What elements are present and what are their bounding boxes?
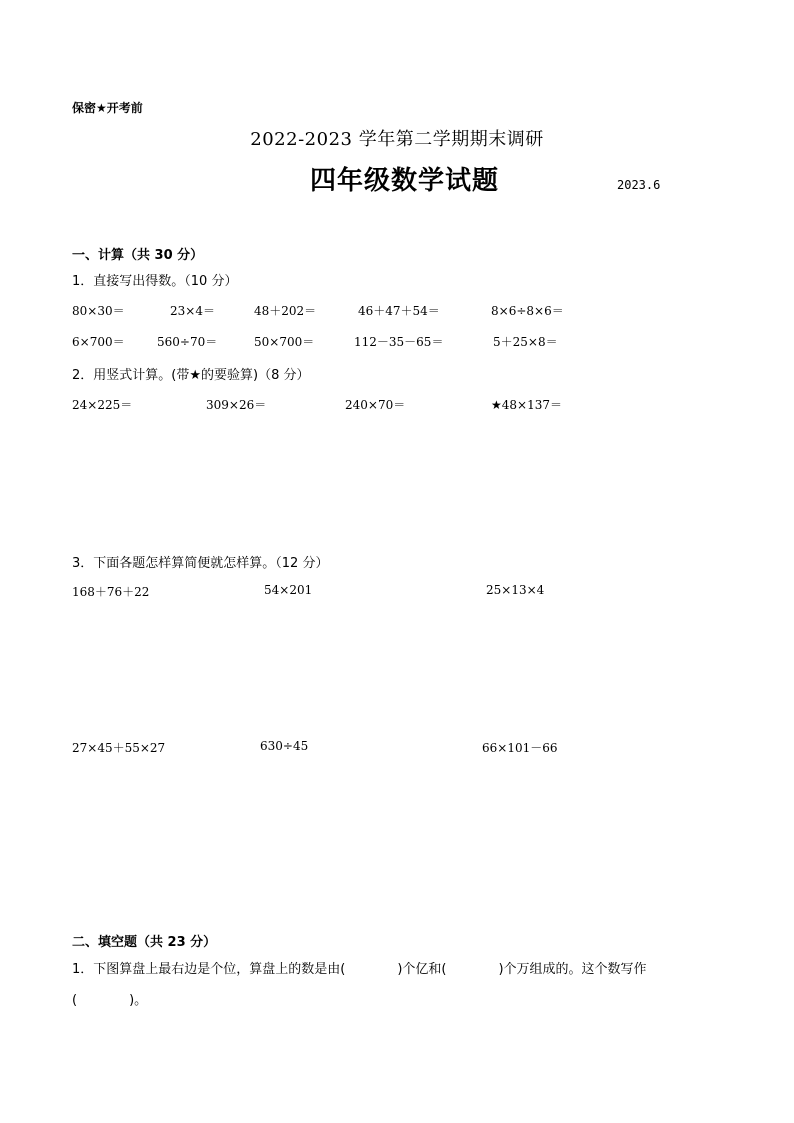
question1-1-text: 1．直接写出得数。（10 分） [72, 274, 238, 289]
simplify-item: 25×13×4 [486, 583, 545, 597]
question2-1-answer-blank: ( )。 [72, 993, 148, 1008]
section2-heading: 二、填空题（共 23 分） [72, 935, 217, 950]
vertical-calc-item: ★48×137＝ [491, 398, 562, 412]
question2-1-text: 1．下图算盘上最右边是个位，算盘上的数是由( )个亿和( )个万组成的。这个数写作 [72, 962, 647, 977]
calc-item: 112－35－65＝ [354, 335, 444, 349]
vertical-calc-item: 309×26＝ [206, 398, 267, 412]
calc-item: 23×4＝ [170, 304, 215, 318]
simplify-item: 27×45＋55×27 [72, 741, 166, 755]
section1-heading: 一、计算（共 30 分） [72, 248, 204, 263]
question1-2-text: 2．用竖式计算。(带★的要验算)（8 分） [72, 368, 310, 383]
exam-subtitle: 2022-2023 学年第二学期期末调研 [250, 129, 544, 150]
calc-item: 560÷70＝ [157, 335, 218, 349]
vertical-calc-item: 240×70＝ [345, 398, 406, 412]
calc-item: 50×700＝ [254, 335, 315, 349]
confidential-label: 保密★开考前 [72, 101, 143, 115]
calc-item: 6×700＝ [72, 335, 125, 349]
vertical-calc-item: 24×225＝ [72, 398, 133, 412]
question1-3-text: 3．下面各题怎样算简便就怎样算。（12 分） [72, 556, 329, 571]
exam-title: 四年级数学试题 [310, 166, 500, 196]
calc-item: 5＋25×8＝ [493, 335, 558, 349]
simplify-item: 54×201 [264, 583, 313, 597]
calc-item: 80×30＝ [72, 304, 125, 318]
simplify-item: 630÷45 [260, 739, 309, 753]
calc-item: 46＋47＋54＝ [358, 304, 440, 318]
exam-date: 2023.6 [617, 178, 661, 192]
calc-item: 48＋202＝ [254, 304, 317, 318]
calc-item: 8×6÷8×6＝ [491, 304, 564, 318]
simplify-item: 168＋76＋22 [72, 585, 150, 599]
simplify-item: 66×101－66 [482, 741, 558, 755]
